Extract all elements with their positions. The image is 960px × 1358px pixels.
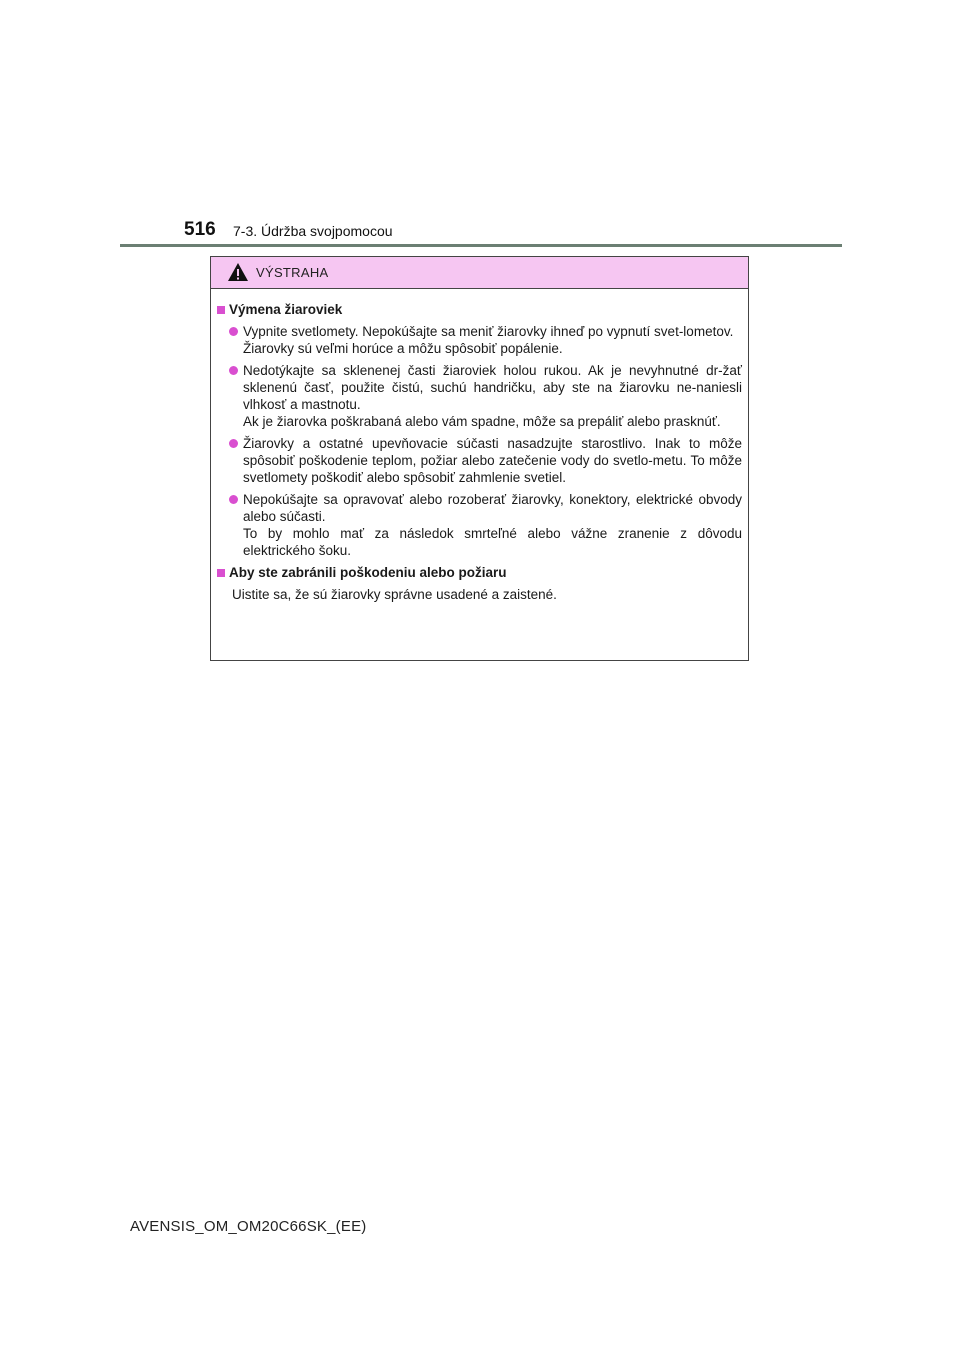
section-heading-text: Aby ste zabránili poškodeniu alebo požiaru xyxy=(229,565,507,580)
circle-bullet-icon xyxy=(229,327,238,336)
bullet-paragraph: Nedotýkajte sa sklenenej časti žiaroviek holou rukou. Ak je nevyhnutné dr-žať sklenenú časť, použite čistú, suchú handričku, aby ste na žiarovku ne-naniesli vlhkosť a mastnotu. xyxy=(243,363,742,412)
warning-header xyxy=(211,257,748,289)
bullet-paragraph: To by mohlo mať za následok smrteľné alebo vážne zranenie z dôvodu elektrického šoku. xyxy=(243,526,742,558)
bullet-item xyxy=(217,362,742,430)
square-bullet-icon xyxy=(217,569,225,577)
bullet-paragraph: Žiarovky sú veľmi horúce a môžu spôsobiť popálenie. xyxy=(243,341,563,356)
section-heading-text: Výmena žiaroviek xyxy=(229,302,343,317)
bullet-text xyxy=(243,491,742,559)
circle-bullet-icon xyxy=(229,439,238,448)
bullet-item xyxy=(217,323,742,357)
circle-bullet-icon xyxy=(229,495,238,504)
page-number: 516 xyxy=(184,219,216,240)
bullet-item xyxy=(217,435,742,486)
bullet-text xyxy=(243,362,742,430)
bullet-paragraph: Nepokúšajte sa opravovať alebo rozoberať žiarovky, konektory, elektrické obvody alebo súčasti. xyxy=(243,492,742,524)
bullet-paragraph: Vypnite svetlomety. Nepokúšajte sa meniť žiarovky ihneď po vypnutí svet-lometov. xyxy=(243,324,734,339)
square-bullet-icon xyxy=(217,306,225,314)
warning-triangle-icon xyxy=(227,262,249,282)
section-damage-prevention xyxy=(217,564,742,603)
header-rule xyxy=(120,244,842,247)
circle-bullet-icon xyxy=(229,366,238,375)
bullet-item xyxy=(217,491,742,559)
bullet-text xyxy=(243,323,742,357)
bullet-paragraph: Ak je žiarovka poškrabaná alebo vám spadne, môže sa prepáliť alebo prasknúť. xyxy=(243,414,721,429)
bullet-paragraph: Žiarovky a ostatné upevňovacie súčasti nasadzujte starostlivo. Inak to môže spôsobiť poškodenie teplom, požiar alebo zatečenie vody do svetlo-metu. To môže svetlomety poškodiť alebo spôsobiť zahmlenie svetiel. xyxy=(243,436,742,485)
section-bulb-replacement xyxy=(217,301,742,559)
warning-body xyxy=(211,289,748,603)
bullet-text xyxy=(243,435,742,486)
warning-label: VÝSTRAHA xyxy=(256,265,329,280)
section-heading xyxy=(217,301,742,318)
section-heading xyxy=(217,564,742,581)
footer-document-code: AVENSIS_OM_OM20C66SK_(EE) xyxy=(130,1218,367,1235)
section-title: 7-3. Údržba svojpomocou xyxy=(233,223,393,239)
section-text: Uistite sa, že sú žiarovky správne usadené a zaistené. xyxy=(232,587,557,602)
warning-box xyxy=(210,256,749,661)
